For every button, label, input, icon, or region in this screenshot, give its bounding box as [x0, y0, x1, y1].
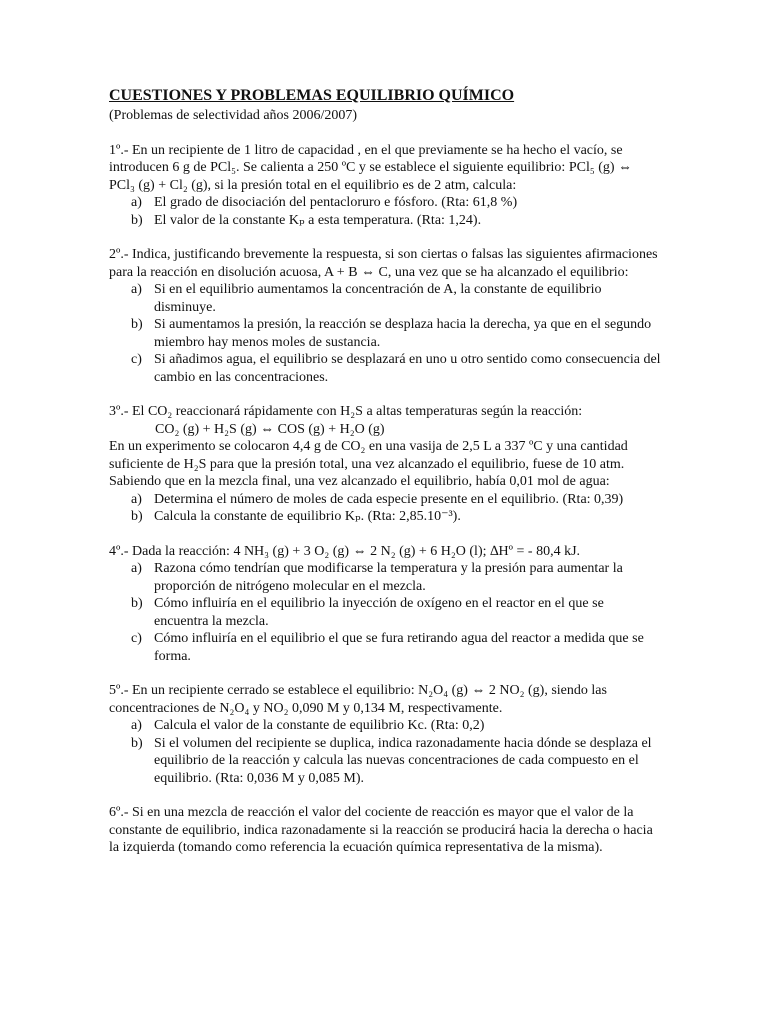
document-content: [109, 87, 661, 857]
item-label: a): [131, 195, 142, 210]
list-item: [109, 212, 661, 230]
document-title: CUESTIONES Y PROBLEMAS EQUILIBRIO QUÍMICO: [109, 87, 515, 104]
problem-2-intro: 2º.- Indica, justificando brevemente la respuesta, si son ciertas o falsas las siguientes afirmaciones para la reacción en disolución acuosa, A + B ⇔ C, una vez que se ha alcanzado el equilibrio:: [109, 247, 658, 280]
item-text: Si en el equilibrio aumentamos la concentración de A, la constante de equilibrio disminuye.: [154, 282, 602, 315]
item-label: a): [131, 718, 142, 733]
problem-3-body: En un experimento se colocaron 4,4 g de CO₂ en una vasija de 2,5 L a 337 ºC y una cantidad suficiente de H₂S para que la presión total, una vez alcanzado el equilibrio, fuese de 10 atm. Sabiendo que en la mezcla final, una vez alcanzado el equilibrio, había 0,01 mol de agua:: [109, 439, 628, 489]
problem-1-intro: 1º.- En un recipiente de 1 litro de capacidad , en el que previamente se ha hecho el vacío, se introducen 6 g de PCl₅. Se calienta a 250 ºC y se establece el siguiente equilibrio: PCl₅ (g) ⇔ PCl₃ (g) + Cl₂ (g), si la presión total en el equilibrio es de 2 atm, calcula:: [109, 142, 633, 193]
problem-6: [109, 804, 661, 857]
item-text: Calcula el valor de la constante de equilibrio Kc. (Rta: 0,2): [154, 718, 485, 733]
item-text: Si aumentamos la presión, la reacción se desplaza hacia la derecha, ya que en el segundo miembro hay menos moles de sustancia.: [154, 317, 652, 350]
problem-1: [109, 142, 661, 230]
item-label: b): [131, 596, 143, 611]
problem-6-intro: 6º.- Si en una mezcla de reacción el valor del cociente de reacción es mayor que el valor de la constante de equilibrio, indica razonadamente si la reacción se producirá hacia la derecha o hacia la izquierda (tomando como referencia la ecuación química representativa de la misma).: [109, 805, 653, 855]
item-label: c): [131, 352, 142, 367]
problem-5-intro: 5º.- En un recipiente cerrado se establece el equilibrio: N₂O₄ (g) ⇔ 2 NO₂ (g), siendo las concentraciones de N₂O₄ y NO₂ 0,090 M y 0,134 M, respectivamente.: [109, 683, 607, 716]
problem-5-items: [109, 717, 661, 787]
list-item: [109, 351, 661, 386]
item-text: Si el volumen del recipiente se duplica, indica razonadamente hacia dónde se desplaza el equilibrio de la reacción y calcula las nuevas concentraciones de cada compuesto en el equilibrio. (Rta: 0,036 M y 0,085 M).: [154, 735, 652, 786]
list-item: [109, 630, 661, 665]
item-label: b): [131, 212, 143, 228]
problem-2: [109, 246, 661, 386]
problem-3: [109, 403, 661, 526]
item-text: Cómo influiría en el equilibrio la inyección de oxígeno en el reactor en el que se encuentra la mezcla.: [154, 596, 604, 629]
list-item: [109, 735, 661, 788]
item-label: c): [131, 631, 142, 646]
problem-4: [109, 543, 661, 666]
item-text: El grado de disociación del pentacloruro e fósforo. (Rta: 61,8 %): [154, 195, 518, 210]
item-text: Razona cómo tendrían que modificarse la temperatura y la presión para aumentar la proporción de nitrógeno molecular en el mezcla.: [154, 561, 623, 594]
problem-5: [109, 682, 661, 787]
list-item: [109, 717, 661, 735]
problem-3-items: [109, 491, 661, 526]
list-item: [109, 194, 661, 212]
list-item: [109, 281, 661, 316]
item-label: b): [131, 735, 143, 751]
problem-3-intro: 3º.- El CO₂ reaccionará rápidamente con H₂S a altas temperaturas según la reacción:: [109, 404, 583, 419]
list-item: [109, 595, 661, 630]
problem-1-items: [109, 194, 661, 229]
list-item: [109, 316, 661, 351]
problem-2-items: [109, 281, 661, 386]
item-label: b): [131, 509, 143, 524]
document-subtitle: (Problemas de selectividad años 2006/2007): [109, 108, 358, 123]
problem-4-items: [109, 560, 661, 665]
problem-3-equation: CO₂ (g) + H₂S (g) ⇔ COS (g) + H₂O (g): [155, 421, 385, 437]
list-item: [109, 491, 661, 509]
item-label: a): [131, 561, 142, 576]
item-label: a): [131, 491, 142, 507]
item-text: El valor de la constante Kₚ a esta temperatura. (Rta: 1,24).: [154, 212, 482, 228]
list-item: [109, 508, 661, 526]
item-text: Calcula la constante de equilibrio Kₚ. (Rta: 2,85.10⁻³).: [154, 509, 461, 524]
item-label: b): [131, 317, 143, 332]
item-label: a): [131, 282, 142, 297]
problem-4-intro: 4º.- Dada la reacción: 4 NH₃ (g) + 3 O₂ (g) ⇔ 2 N₂ (g) + 6 H₂O (l); ∆Hº = - 80,4 kJ.: [109, 543, 581, 559]
list-item: [109, 560, 661, 595]
item-text: Cómo influiría en el equilibrio el que se fura retirando agua del reactor a medida que se forma.: [154, 631, 644, 664]
item-text: Determina el número de moles de cada especie presente en el equilibrio. (Rta: 0,39): [154, 491, 624, 507]
item-text: Si añadimos agua, el equilibrio se desplazará en uno u otro sentido como consecuencia del cambio en las concentraciones.: [154, 352, 661, 385]
